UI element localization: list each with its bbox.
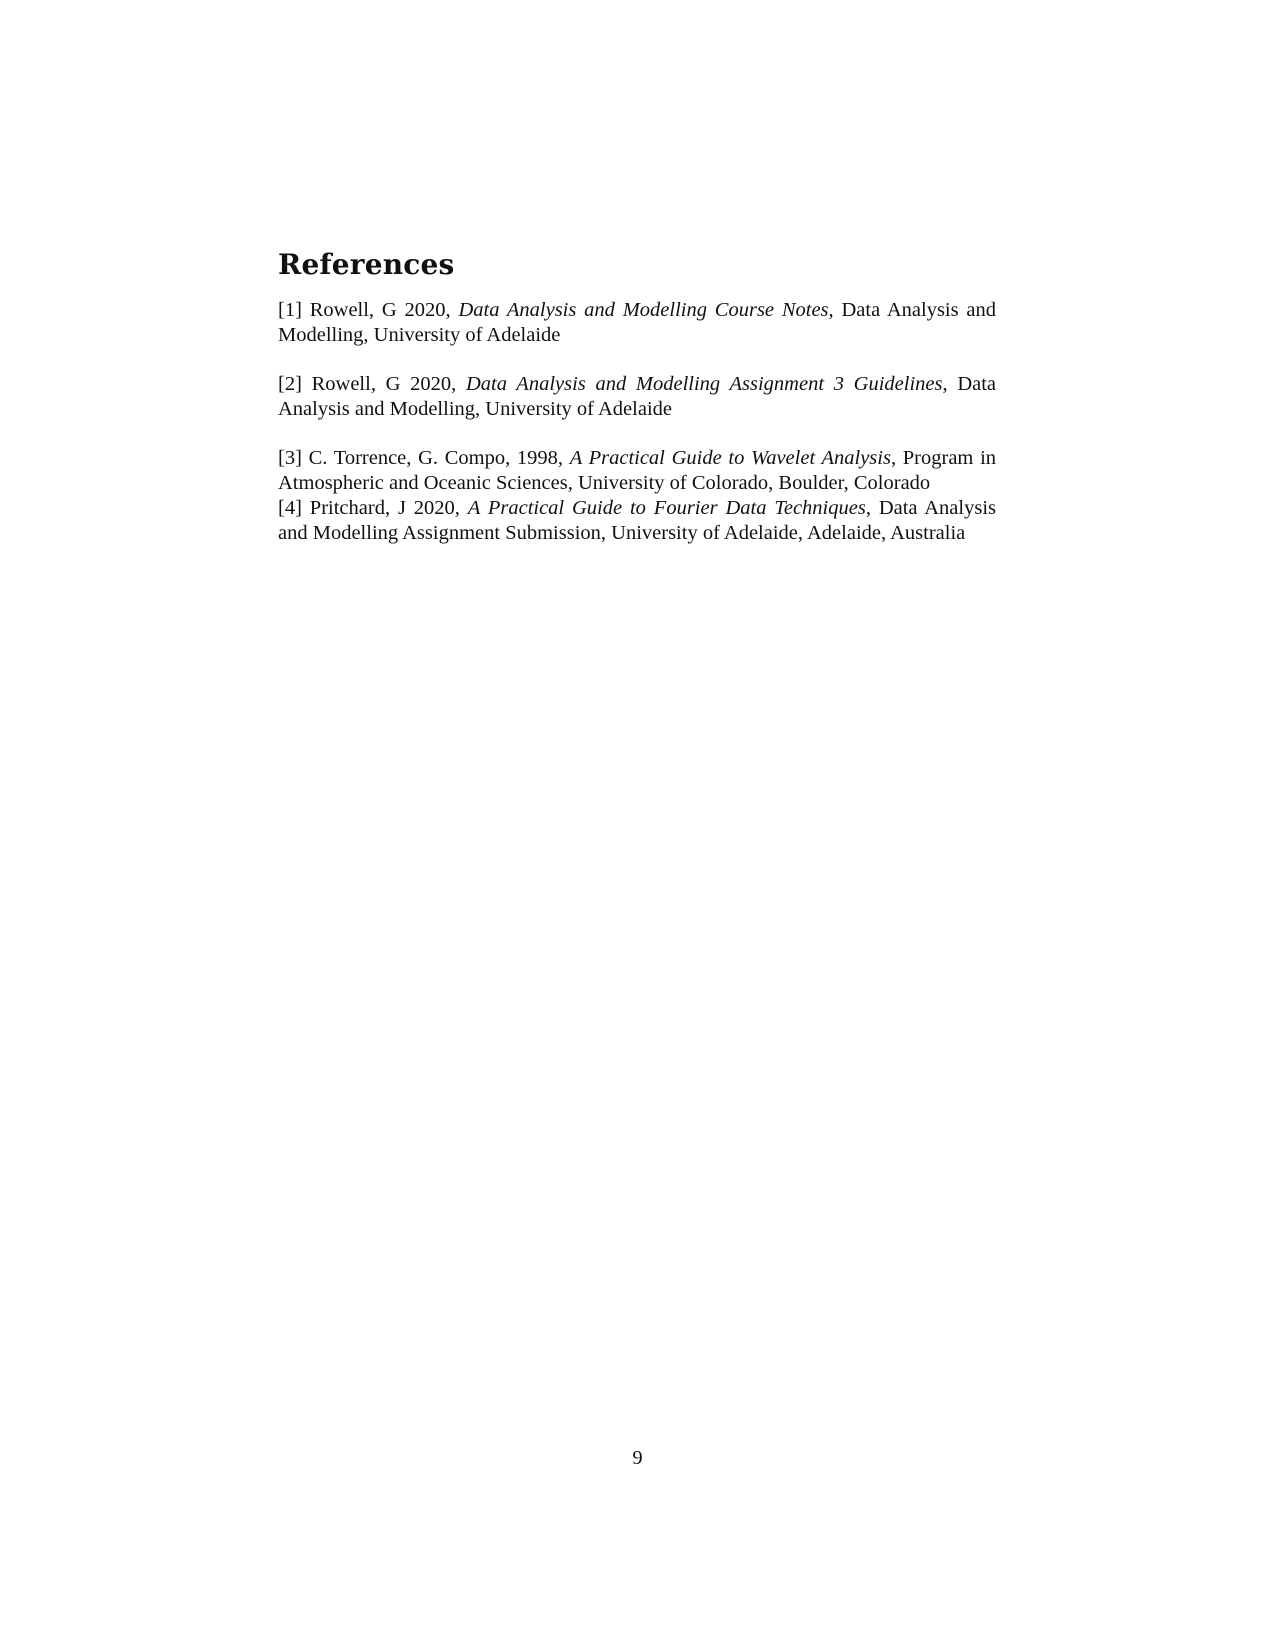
reference-entry-2 bbox=[278, 372, 996, 422]
reference-details: , Data Analysis and Modelling Assignment Submission, University of Adelaide, Adelaide, Australia bbox=[278, 497, 997, 544]
reference-details: , Program in Atmospheric and Oceanic Sciences, University of Colorado, Boulder, Colorado bbox=[278, 447, 997, 494]
reference-authors: Rowell, G 2020, bbox=[311, 373, 457, 395]
reference-authors: Rowell, G 2020, bbox=[309, 299, 451, 321]
reference-entry-1 bbox=[278, 298, 996, 348]
reference-title: Data Analysis and Modelling Assignment 3 Guidelines bbox=[465, 373, 943, 395]
section-title: References bbox=[278, 248, 455, 281]
reference-title: A Practical Guide to Wavelet Analysis bbox=[569, 447, 891, 469]
reference-label: [4] bbox=[278, 497, 302, 519]
reference-details: , Data Analysis and Modelling, University of Adelaide bbox=[278, 373, 997, 420]
reference-label: [3] bbox=[278, 447, 302, 469]
references-section bbox=[278, 248, 996, 546]
reference-authors: Pritchard, J 2020, bbox=[309, 497, 460, 519]
reference-entry-4 bbox=[278, 496, 996, 546]
reference-label: [1] bbox=[278, 299, 302, 321]
page-number: 9 bbox=[632, 1447, 643, 1469]
reference-details: , Data Analysis and Modelling, University of Adelaide bbox=[278, 299, 997, 346]
reference-title: Data Analysis and Modelling Course Notes bbox=[458, 299, 829, 321]
reference-label: [2] bbox=[278, 373, 302, 395]
reference-authors: C. Torrence, G. Compo, 1998, bbox=[308, 447, 564, 469]
reference-entry-3 bbox=[278, 446, 996, 496]
reference-title: A Practical Guide to Fourier Data Techniques bbox=[467, 497, 866, 519]
